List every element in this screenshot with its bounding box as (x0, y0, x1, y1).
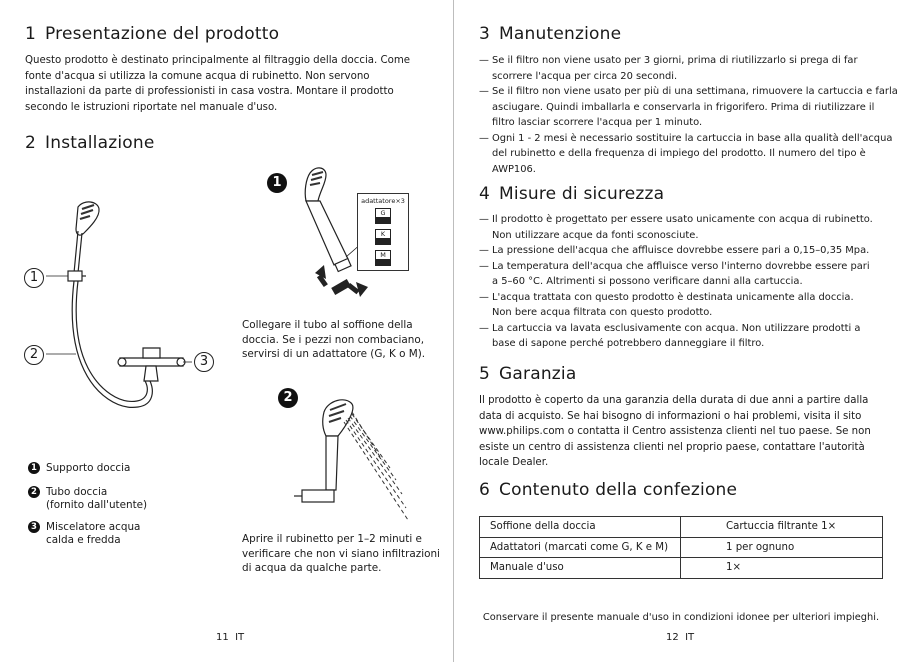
step-2-caption (242, 532, 447, 576)
section-3-title: Manutenzione (499, 24, 622, 44)
text-line: Collegare il tubo al soffione della (242, 319, 413, 331)
text-line: secondo le istruzioni riportate nel manuale d'uso. (25, 101, 278, 113)
legend-num-3: 3 (28, 521, 40, 533)
list-item: — Se il filtro non viene usato per 3 giorni, prima di riutilizzarlo si prega di far scorrere l'acqua per circa 20 secondi. (479, 55, 858, 82)
section-5-number: 5 (479, 364, 491, 384)
table-cell: Adattatori (marcati come G, K e M) (480, 537, 681, 558)
list-item: — L'acqua trattata con questo prodotto è destinata unicamente alla doccia. Non bere acqua filtrata con questo prodotto. (479, 291, 854, 318)
text-line: Aprire il rubinetto per 1–2 minuti e (242, 533, 422, 545)
legend-text: Miscelatore acqua (46, 521, 141, 533)
section-4-title: Misure di sicurezza (499, 184, 665, 204)
list-item: — Ogni 1 - 2 mesi è necessario sostituire la cartuccia in base alla qualità dell'acqua del rubinetto e della frequenza di impiego del prodotto. Il numero del tipo è AWP106. (479, 132, 893, 175)
text-line: fonte d'acqua si utilizza la comune acqua di rubinetto. Non servono (25, 70, 370, 82)
section-1-text (25, 53, 435, 115)
adapter-m-body (376, 259, 390, 266)
legend-text: Tubo doccia (46, 486, 108, 498)
adapter-k (375, 229, 391, 245)
section-2-number: 2 (25, 133, 37, 153)
table-cell: Soffione della doccia (480, 517, 681, 538)
adapter-m-label: M (380, 251, 386, 259)
legend-text: calda e fredda (46, 534, 121, 546)
text-line: servirsi di un adattatore (G, K o M). (242, 348, 426, 360)
text-line: doccia. Se i pezzi non combaciano, (242, 333, 425, 346)
page-number-right: 12 IT (666, 632, 695, 643)
step-1-caption (242, 318, 447, 362)
legend-text: (fornito dall'utente) (46, 499, 148, 511)
legend-num-2: 2 (28, 486, 40, 498)
text-line: Questo prodotto è destinato principalmente al filtraggio della doccia. Come (25, 55, 411, 66)
section-5-title: Garanzia (499, 364, 577, 384)
legend-item-1 (28, 462, 218, 475)
section-4-number: 4 (479, 184, 491, 204)
adapter-g-body (376, 217, 390, 224)
text-line: esiste un centro di assistenza clienti nel proprio paese, contattare l'autorità (479, 441, 865, 453)
text-line: di acqua da qualche parte. (242, 562, 382, 574)
legend-text: Supporto doccia (46, 462, 131, 474)
package-contents-table (479, 516, 883, 579)
list-item: — La cartuccia va lavata esclusivamente con acqua. Non utilizzare prodotti a base di sapone perché potrebbero danneggiare il filtro. (479, 322, 861, 349)
diagram-callout-1: 1 (24, 268, 44, 288)
list-item: — La pressione dell'acqua che affluisce dovrebbe essere pari a 0,15–0,35 Mpa. (479, 245, 870, 256)
section-5-heading (479, 364, 576, 384)
table-row (480, 517, 883, 538)
section-6-title: Contenuto della confezione (499, 480, 738, 500)
section-2-heading (25, 133, 155, 153)
table-cell: 1× (681, 558, 883, 579)
section-1-heading (25, 24, 279, 44)
adapter-box-title: adattatore×3 (361, 197, 405, 205)
adapter-k-body (376, 238, 390, 245)
adapter-g-label: G (380, 209, 386, 217)
adapter-m (375, 250, 391, 266)
section-1-number: 1 (25, 24, 37, 44)
section-1-title: Presentazione del prodotto (45, 24, 280, 44)
text-line: www.philips.com o contatta il Centro assistenza clienti nel tuo paese. Se non (479, 426, 871, 437)
diagram-callout-3: 3 (194, 352, 214, 372)
installation-legend (28, 462, 218, 556)
text-line: locale Dealer. (479, 457, 549, 468)
text-line: installazioni da parte di professionisti in casa vostra. Montare il prodotto (25, 86, 394, 97)
section-6-heading (479, 480, 737, 500)
section-4-heading (479, 184, 664, 204)
section-2-title: Installazione (45, 133, 155, 153)
table-cell: Cartuccia filtrante 1× (681, 517, 883, 538)
list-item: — La temperatura dell'acqua che affluisce verso l'interno dovrebbe essere pari a 5–60 °C. Altrimenti si possono verificare danni alla cartuccia. (479, 260, 870, 287)
step-1-marker: 1 (267, 173, 287, 193)
text-line: Il prodotto è coperto da una garanzia della durata di due anni a partire dalla (479, 395, 869, 406)
legend-item-2 (28, 486, 218, 512)
table-row (480, 558, 883, 579)
legend-num-1: 1 (28, 462, 40, 474)
step-2-marker: 2 (278, 388, 298, 408)
list-item: — Se il filtro non viene usato per più di una settimana, rimuovere la cartuccia e farla asciugare. Quindi imballarla e conservarla in frigorifero. Prima di riutilizzare il filtro lasciar scorrere l'acqua per 1 minuto. (479, 86, 898, 128)
footer-note: Conservare il presente manuale d'uso in condizioni idonee per ulteriori impieghi. (482, 612, 880, 623)
text-line: verificare che non vi siano infiltrazioni (242, 547, 440, 560)
right-page (454, 0, 908, 662)
table-row (480, 537, 883, 558)
legend-item-3 (28, 521, 218, 547)
section-6-number: 6 (479, 480, 491, 500)
safety-list (479, 212, 904, 352)
section-3-number: 3 (479, 24, 491, 44)
warranty-text (479, 393, 904, 471)
page-number-left: 11 IT (216, 632, 245, 643)
maintenance-list (479, 53, 904, 177)
text-line: data di acquisto. Se hai bisogno di informazioni o hai problemi, visita il sito (479, 410, 862, 422)
adapter-box (357, 193, 409, 271)
table-cell: 1 per ognuno (681, 537, 883, 558)
water-test-figure (290, 390, 420, 522)
left-page (0, 0, 453, 662)
section-3-heading (479, 24, 621, 44)
shower-installation-diagram (18, 195, 223, 420)
adapter-k-label: K (380, 230, 386, 238)
diagram-callout-2: 2 (24, 345, 44, 365)
table-cell: Manuale d'uso (480, 558, 681, 579)
adapter-g (375, 208, 391, 224)
list-item: — Il prodotto è progettato per essere usato unicamente con acqua di rubinetto. Non utilizzare acque da fonti sconosciute. (479, 214, 873, 241)
